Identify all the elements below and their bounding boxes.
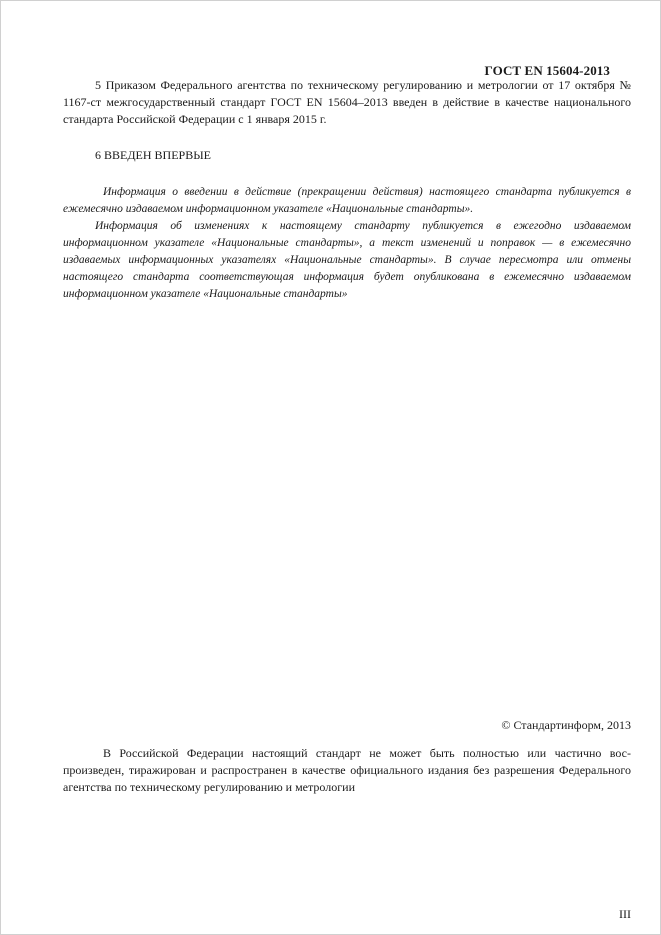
rights-notice: В Российской Федерации настоящий стандарт не может быть полностью или частично вос-произведен, тиражирован и распространен в качестве официального издания без разрешения Федерального агентства по техническому регулированию и метрологии (63, 746, 631, 794)
standard-id-header: ГОСТ EN 15604-2013 (484, 63, 610, 78)
info-notice-paragraph-2: Информация об изменениях к настоящему стандарту публикуется в ежегодно издаваемом информационном указателе «Национальные стандарты», а текст изменений и поправок — в ежемесячно издаваемых информационных указателях «Национальные стандарты». В случае пересмотра или отмены настоящего стандарта соответствующая информация будет опубликована в ежемесячно издаваемом информационном указателе «Национальные стандарты» (63, 220, 631, 300)
page-number: III (619, 907, 631, 921)
section-item-5: 5 Приказом Федерального агентства по техническому регулированию и метрологии от 17 октября № 1167-ст межгосударственный стандарт ГОСТ EN 15604–2013 введен в действие в качестве национального стандарта Российской Федерации с 1 января 2015 г. (63, 78, 631, 126)
copyright-notice: © Стандартинформ, 2013 (501, 718, 631, 732)
info-notice-paragraph-1: Информация о введении в действие (прекращении действия) настоящего стандарта публикуется в ежемесячно издаваемом информационном указателе «Национальные стандарты». (63, 186, 631, 215)
section-item-6: 6 ВВЕДЕН ВПЕРВЫЕ (95, 148, 211, 162)
